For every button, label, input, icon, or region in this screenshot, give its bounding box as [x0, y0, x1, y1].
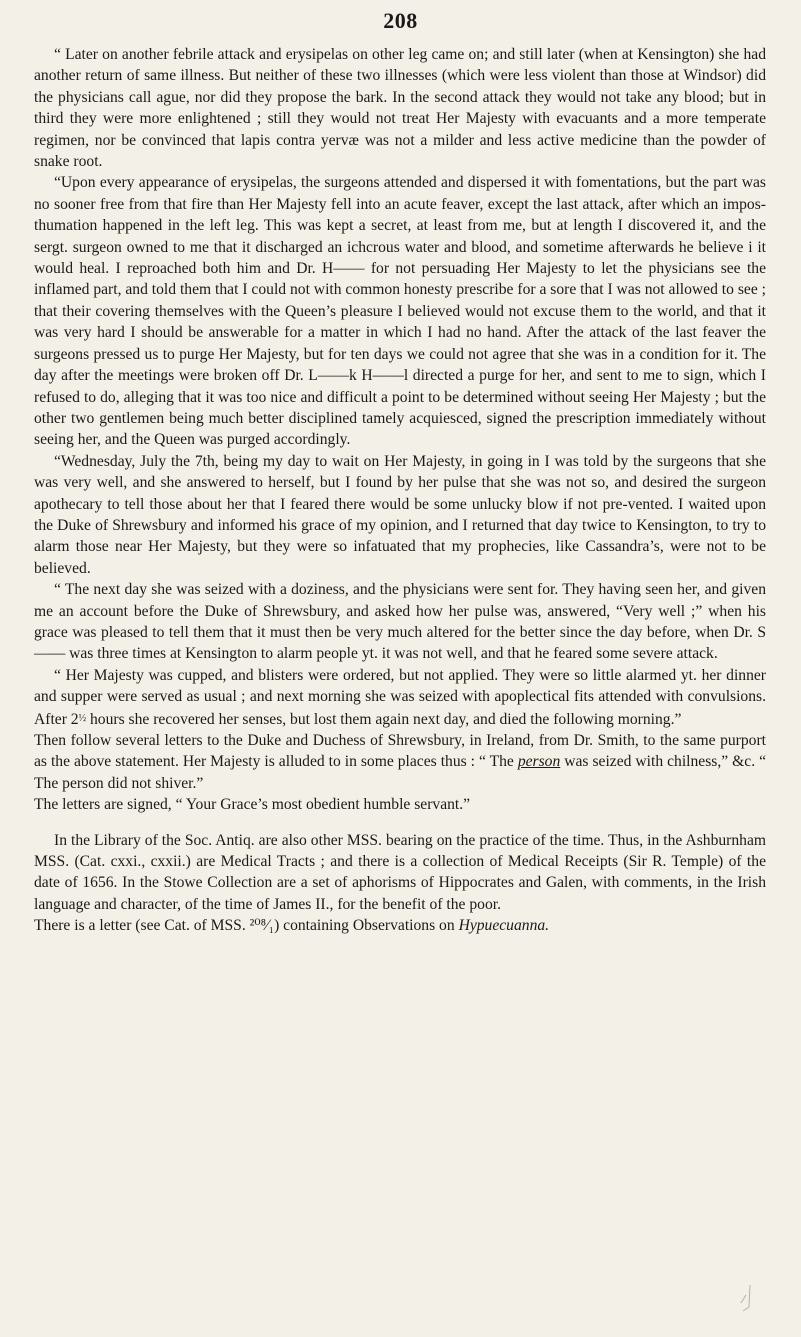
paragraph-9-middle: ) containing Observations on — [274, 917, 459, 935]
paragraph-9 — [34, 915, 766, 936]
catalogue-reference: ²⁰⁸⁄₁ — [249, 917, 275, 935]
body-text — [34, 44, 766, 937]
paragraph-3: “Wednesday, July the 7th, being my day to wait on Her Majesty, in going in I was told by the surgeons that she was very well, and she answered to herself, but I found by her pulse that she was not so, and desired the surgeon apothecary to tell those about her that I feared there would be some unlucky blow if not pre-vented. I waited upon the Duke of Shrewsbury and informed his grace of my opinion, and I returned that day twice to Kensington, to try to alarm those near Her Majesty, but they were so infatuated that my prophecies, like Cassandra’s, were not to be believed. — [34, 452, 766, 577]
paragraph-7: The letters are signed, “ Your Grace’s most obedient humble servant.” — [34, 796, 471, 814]
paragraph-5-start: “ Her Majesty was cupped, and blisters were ordered, but not applied. They were so little alarmed yt. her dinner and supper were served as usual ; and next morning she was seized with apoplectical fits attended with convulsions. After 2 — [34, 666, 766, 728]
paragraph-9-start: There is a letter (see Cat. of MSS. — [34, 917, 250, 935]
pencil-marks — [737, 1273, 761, 1313]
paragraph-5-end: hours she recovered her senses, but lost them again next day, and died the following morning.” — [86, 710, 682, 728]
paragraph-5 — [34, 665, 766, 730]
paragraph-2: “Upon every appearance of erysipelas, the surgeons attended and dispersed it with fomentations, but the part was no sooner free from that fire than Her Majesty fell into an acute feaver, except the last attack, after which an impos-thumation happened in the left leg. This was kept a secret, at least from me, but at length I discovered it, and the sergt. surgeon owned to me that it discharged an ichcrous water and blood, and sometime afterwards he believe i it would heal. I reproached both him and Dr. H—— for not persuading Her Majesty to let the physicians see the inflamed part, and told them that I could not with common honesty prescribe for a sore that I was not allowed to see ; that their covering themselves with the Queen’s pleasure I believed would not excuse them to the world, and that it was very hard I should be answerable for a matter in which I had no hand. After the attack of the last feaver the surgeons pressed us to purge Her Majesty, but for ten days we could not agree that she was in a condition for it. The day after the meetings were broken off Dr. L——k H——l directed a purge for her, and sent to me to sign, which I refused to do, alleging that it was too nice and difficult a point to be determined without seeing Her Majesty ; but the other two gentlemen being much better disciplined tamely acquiesced, signed the prescription immediately without seeing her, and the Queen was purged accordingly. — [34, 174, 766, 449]
paragraph-1: “ Later on another febrile attack and erysipelas on other leg came on; and still later (when at Kensington) she had another return of same illness. But neither of these two illnesses (which were less violent than those at Windsor) did the physicians call ague, nor did they propose the bark. In the second attack they would not take any blood; but in third they were more enlightened ; still they would not treat Her Majesty with evacuants and a more temperate regimen, nor be convinced that lapis contra yervæ was not a milder and less active medicine than the powder of snake root. — [34, 46, 766, 171]
paragraph-6 — [34, 730, 766, 794]
fraction-half: ½ — [78, 712, 87, 724]
paragraph-6-end: was seized with chilness,” &c. “ The person did not shiver.” — [34, 753, 766, 792]
page-number: 208 — [383, 8, 418, 33]
paragraph-8: In the Library of the Soc. Antiq. are also other MSS. bearing on the practice of the time. Thus, in the Ashburnham MSS. (Cat. cxxi., cxxii.) are Medical Tracts ; and there is a collection of Medical Receipts (Sir R. Temple) of the date of 1656. In the Stowe Collection are a set of aphorisms of Hippocrates and Galen, with comments, in the Irish language and character, of the time of James II., for the benefit of the poor. — [34, 831, 766, 913]
paragraph-4: “ The next day she was seized with a doziness, and the physicians were sent for. They having seen her, and given me an account before the Duke of Shrewsbury, and asked how her pulse was, answered, “Very well ;” when his grace was pleased to tell them that it must then be very much altered for the better since the day before, when Dr. S—— was three times at Kensington to alarm people yt. it was not well, and that he feared some severe attack. — [34, 581, 766, 663]
emphasis-person: person — [517, 753, 561, 771]
emphasis-hypuecuanna: Hypuecuanna. — [458, 917, 550, 935]
paragraph-6-start: Then follow several letters to the Duke and Duchess of Shrewsbury, in Ireland, from Dr. Smith, to the same purport as the above statement. Her Majesty is alluded to in some places thus : “ The — [34, 732, 766, 771]
